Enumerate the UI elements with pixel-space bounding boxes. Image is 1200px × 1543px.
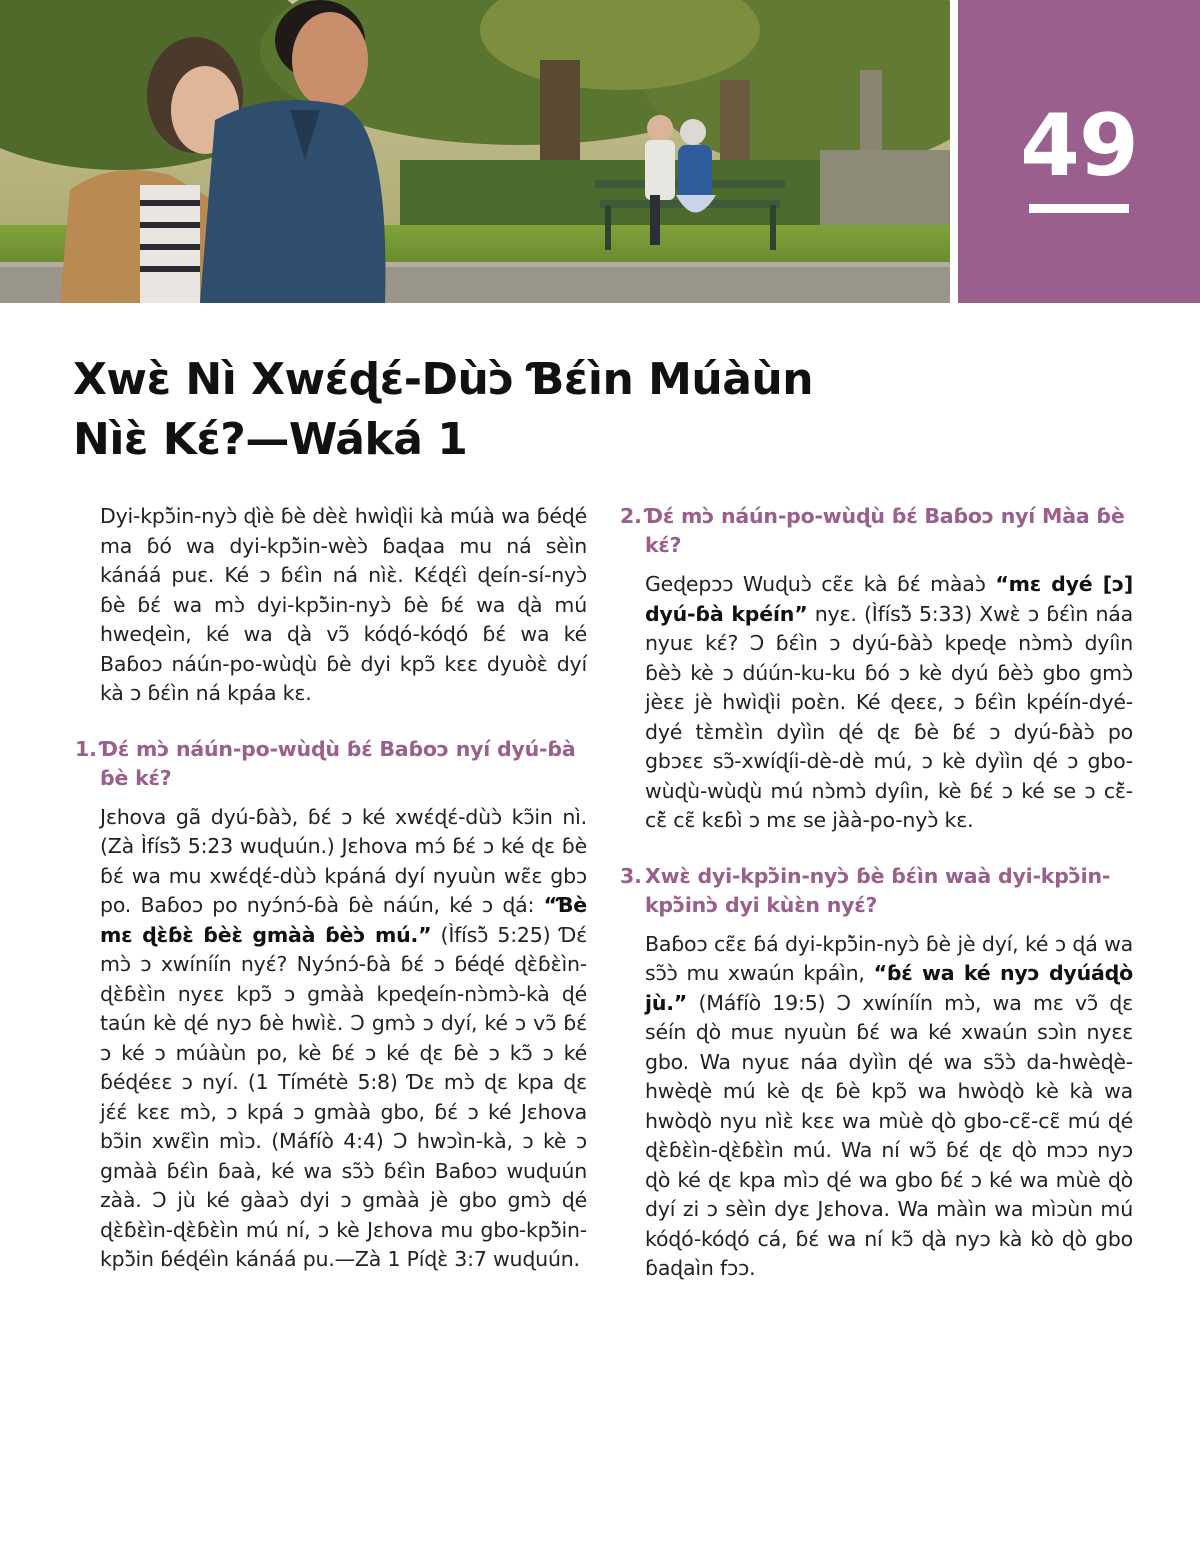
section-2-number: 2. xyxy=(620,504,642,528)
lesson-title-line-2: Nìɛ̀ Kɛ́?—Wáká 1 xyxy=(73,414,468,465)
intro-paragraph: Dyi-kpɔ̃̀in-nyɔ̀ ɖìè ɓè dèɛ̀ hwìɖìi kà múà wa ɓéɖé ma ɓó wa dyi-kpɔ̃̀in-wèɔ̀ ɓaɖaa mu ná sèìn kánáá puɛ. Ké ɔ ɓɛ́ìn ná nìɛ̀. Kɛ́ɖɛ́ì ɖeín-sí-nyɔ̀ ɓè ɓɛ́ wa mɔ̀ dyi-kpɔ̃̀in-nyɔ̀ ɓè ɓɛ́ wa ɖà mú hweɖeìn, ké wa ɖà vɔ̃ kóɖó-kóɖó ɓɛ́ wa ké Baɓoɔ náún-po-wùɖù ɓè dyi kpɔ̃ kɛɛ dyuòɛ̀ dyí kà ɔ ɓɛ́ìn ná kpáa kɛ. xyxy=(100,504,587,705)
lesson-title xyxy=(73,350,893,470)
section-2-question: Ɗɛ́ mɔ̀ náún-po-wùɖù ɓɛ́ Baɓoɔ nyí Màa ɓè kɛ́? xyxy=(645,504,1125,557)
section-1-text-start: Jɛhova gã dyú-ɓàɔ̀, ɓɛ́ ɔ ké xwɛ́ɖɛ́-dùɔ̀ kɔ̃in nì. (Zà Ìfísɔ̃̀ 5:23 wuɖuún.) Jɛhova mɔ́ ɓɛ́ ɔ ké ɖɛ ɓè ɓɛ́ wa mu xwɛ́ɖɛ́-dùɔ̀ kpáná dyí nyuùn wɛ̃ɛ gbɔ po. Baɓoɔ po nyɔ́nɔ́-ɓà ɓè náún, ké ɔ ɖá: xyxy=(100,804,587,917)
section-1-heading xyxy=(75,735,587,793)
lesson-number: 49 xyxy=(1020,96,1138,196)
right-column xyxy=(620,502,1133,1284)
section-3-heading xyxy=(620,862,1133,920)
section-2-heading xyxy=(620,502,1133,560)
section-1-paragraph xyxy=(100,803,587,1275)
section-2-text-start: Geɖepɔɔ Wuɖuɔ̀ cɛ̃ɛ kà ɓɛ́ màaɔ̀ xyxy=(645,572,996,596)
section-1-quote: “Ɓè mɛ ɖɛ̀ɓɛ̀ ɓèɛ̀ gmàà ɓèɔ̀ mú.” xyxy=(100,893,587,947)
section-1-number: 1. xyxy=(75,736,97,761)
section-3-quote: “ɓɛ́ wa ké nyɔ dyúáɖò jù.” xyxy=(645,961,1134,1015)
lesson-title-line-1: Xwɛ̀ Nì Xwɛ́ɖɛ́-Dùɔ̀ Ɓɛ́ìn Múàùn xyxy=(73,354,814,405)
left-column xyxy=(75,502,587,1275)
section-3-question: Xwɛ̀ dyi-kpɔ̃̀in-nyɔ̀ ɓè ɓɛ́ìn waà dyi-kpɔ̃̀in-kpɔ̃̀inɔ̀ dyi kùɛ̀n nyɛ́? xyxy=(645,863,1111,917)
section-3-text-end: (Máfíò 19:5) Ɔ xwíníín mɔ̀, wa mɛ vɔ̃ ɖɛ séín ɖò muɛ nyuùn ɓɛ́ wa ké xwaún sɔìn nyɛɛ gbo. Wa nyuɛ náa dyììn ɖé wa sɔ̃ɔ̀ da-hwèɖè-hwèɖè mú kè ɖɛ ɓè kpɔ̃ wa hwòɖò kè kà wa hwòɖò nyu nìɛ̀ kɛɛ wa mùè ɖò gbo-cɛ̃-cɛ̃ mú ɖé ɖɛ̀ɓɛ̀ìn-ɖɛ̀ɓɛ̀ìn mú. Wa ní wɔ̃ ɓɛ́ ɖɛ ɖò mɔɔ nyɔ ɖò ké ɖɛ kpa mìɔ ɖé wa gbo ɓɛ́ ɔ ké wa mùè ɖò dyí zi ɔ sèìn dyɛ Jɛhova. Wa màìn wa mìɔùn mú kóɖó-kóɖó cá, ɓɛ́ wa ní kɔ̃ ɖà nyɔ kà kò ɖò gbo ɓaɖaìn fɔɔ. xyxy=(645,990,1133,1280)
section-2-quote: “mɛ dyé [ɔ] dyú-ɓà kpéín” xyxy=(645,572,1133,626)
section-2-text-end: nyɛ. (Ìfísɔ̃̀ 5:33) Xwɛ̀ ɔ ɓɛ́ìn náa nyuɛ kɛ́? Ɔ ɓɛ́ìn ɔ dyú-ɓàɔ̀ kpeɖe nɔ̀mɔ̀ dyíìn ɓèɔ̀ kè ɔ dúún-ku-ku ɓó ɔ kè dyú ɓèɔ̀ gbo gmɔ̀ jèɛɛ jè hwìɖìi poɛ̀n. Ké ɖeɛɛ, ɔ ɓɛ́ìn kpéín-dyé-dyé tɛ̀mɛ̀ìn dyììn ɖé ɖɛ ɓè ɓɛ́ ɔ dyú-ɓàɔ̀ po gbɔɛɛ sɔ̃-xwíɖíi-dè-dè mú, ɔ kè dyììn ɖé ɔ gbo-wùɖù-wùɖù mú nɔ̀mɔ̀ dyíìn, kè ɓɛ́ ɔ ké se ɔ cɛ̃̀-cɛ̃̀ cɛ̃ kɛɓì ɔ mɛ se jàà-po-nyɔ̀ kɛ. xyxy=(645,601,1133,832)
hero-photo xyxy=(0,0,950,303)
section-1-text-end: (Ìfísɔ̃̀ 5:25) Ɗɛ́ mɔ̀ ɔ xwíníín nyɛ́? Nyɔ́nɔ́-ɓà ɓɛ́ ɔ ɓéɖé ɖɛ̀ɓɛ̀ìn-ɖɛ̀ɓɛ̀ìn nyɛɛ kpɔ̃ ɔ gmàà kpeɖeín-nɔ̀mɔ̀-kà ɖé taún kè ɖé nyɔ ɓè hwìɛ̀. Ɔ gmɔ̀ ɔ dyí, ké ɔ vɔ̃ ɓɛ́ ɔ ké ɔ múàùn po, kè ɓɛ́ ɔ ké ɖɛ ɓè ɔ kɔ̃ ɔ ké ɓéɖéɛɛ ɔ nyí. (1 Tímétè 5:8) Ɗɛ mɔ̀ ɖɛ kpa ɖɛ jɛ́ɛ́ kɛɛ mɔ̀, ɔ kpá ɔ gmàà gbo, ɓɛ́ ɔ ké Jɛhova bɔ̃in xwɛ̃ìn mìɔ. (Máfíò 4:4) Ɔ hwɔìn-kà, ɔ kè ɔ gmàà ɓɛ́ìn ɓaà, ké wa sɔ̃ɔ̀ ɓɛ́ìn Baɓoɔ wuɖuún zàà. Ɔ jù ké gàaɔ̀ dyi ɔ gmàà jè gbo gmɔ̀ ɖé ɖɛ̀ɓɛ̀ìn-ɖɛ̀ɓɛ̀ìn mú ní, ɔ kè Jɛhova mu gbo-kpɔ̃̀in-kpɔ̃̀in ɓéɖéìn kánáá pu.—Zà 1 Píɖɛ̀ 3:7 wuɖuún. xyxy=(100,922,587,1271)
section-3-number: 3. xyxy=(620,863,642,888)
lesson-number-underline xyxy=(1029,204,1129,213)
lesson-number-box xyxy=(958,0,1200,303)
section-3-text-start: Baɓoɔ cɛ̃ɛ ɓá dyi-kpɔ̃̀in-nyɔ̀ ɓè jè dyí, ké ɔ ɖá wa sɔ̃ɔ̀ mu xwaún kpáìn, xyxy=(645,931,1133,985)
section-2-paragraph xyxy=(645,570,1133,836)
section-1-question: Ɗɛ́ mɔ̀ náún-po-wùɖù ɓɛ́ Baɓoɔ nyí dyú-ɓà ɓè kɛ́? xyxy=(100,736,576,790)
section-3-paragraph xyxy=(645,930,1133,1284)
